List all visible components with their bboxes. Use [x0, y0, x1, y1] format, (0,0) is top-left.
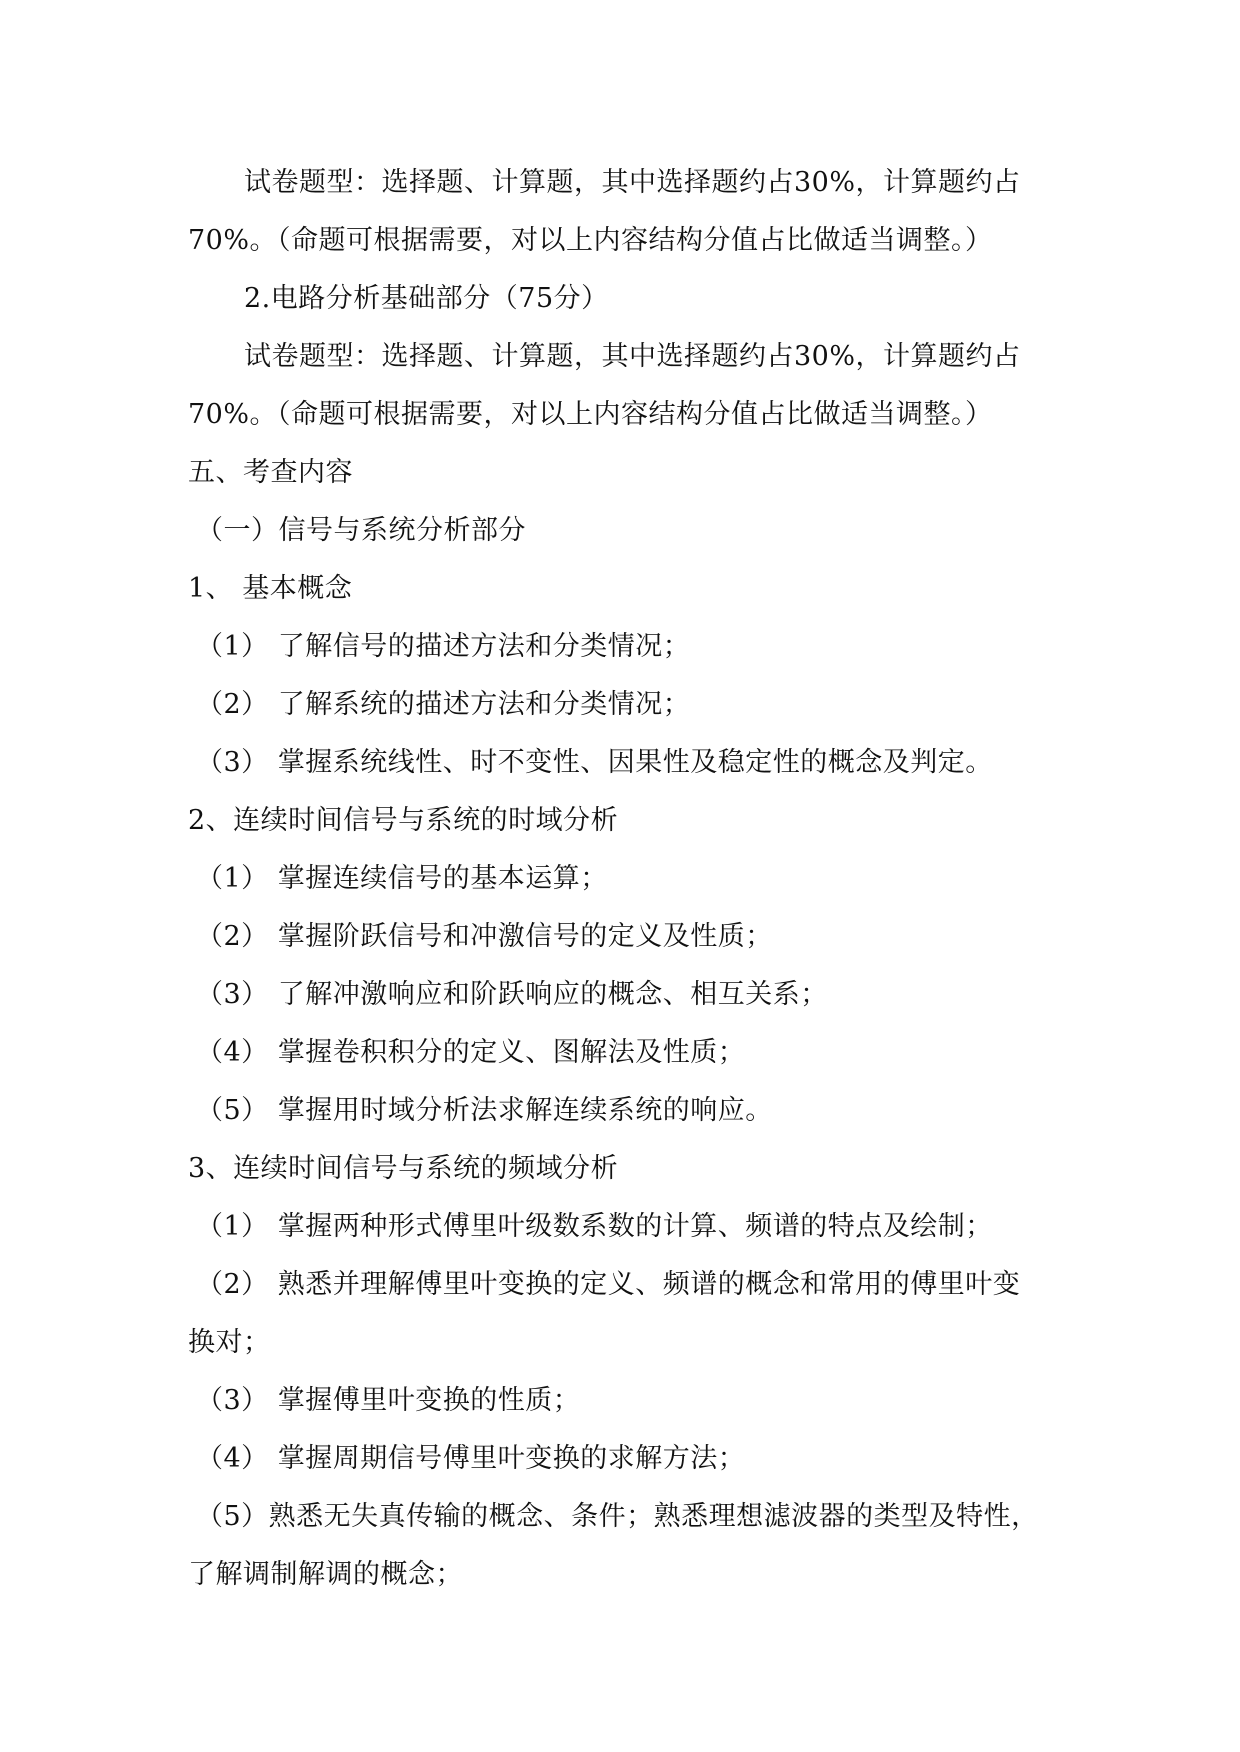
topic-heading-time-domain: 2、连续时间信号与系统的时域分析 [188, 805, 619, 836]
exam-type-line-3: 试卷题型：选择题、计算题，其中选择题约占30%，计算题约占 [244, 341, 1021, 372]
section-heading-content: 五、考查内容 [188, 457, 353, 488]
topic-heading-frequency-domain: 3、连续时间信号与系统的频域分析 [188, 1153, 619, 1184]
list-item: （1） 掌握连续信号的基本运算； [196, 863, 608, 894]
list-item: （1） 掌握两种形式傅里叶级数系数的计算、频谱的特点及绘制； [196, 1211, 993, 1242]
list-item-continuation: 换对； [188, 1327, 271, 1358]
list-item: （2） 了解系统的描述方法和分类情况； [196, 689, 691, 720]
document-body [188, 154, 1068, 1604]
exam-type-line-2: 70%。（命题可根据需要，对以上内容结构分值占比做适当调整。） [188, 225, 993, 256]
subsection-heading-signals: （一）信号与系统分析部分 [196, 515, 526, 546]
list-item: （2） 熟悉并理解傅里叶变换的定义、频谱的概念和常用的傅里叶变 [196, 1269, 1021, 1300]
list-item: （1） 了解信号的描述方法和分类情况； [196, 631, 691, 662]
section-heading-circuit-analysis: 2.电路分析基础部分（75分） [244, 283, 609, 314]
list-item: （3） 掌握系统线性、时不变性、因果性及稳定性的概念及判定。 [196, 747, 993, 778]
exam-type-line-4: 70%。（命题可根据需要，对以上内容结构分值占比做适当调整。） [188, 399, 993, 430]
list-item: （3） 掌握傅里叶变换的性质； [196, 1385, 581, 1416]
list-item: （5）熟悉无失真传输的概念、条件；熟悉理想滤波器的类型及特性， [196, 1501, 1039, 1532]
list-item: （2） 掌握阶跃信号和冲激信号的定义及性质； [196, 921, 773, 952]
exam-type-line-1: 试卷题型：选择题、计算题，其中选择题约占30%，计算题约占 [244, 167, 1021, 198]
list-item: （3） 了解冲激响应和阶跃响应的概念、相互关系； [196, 979, 828, 1010]
list-item: （4） 掌握卷积积分的定义、图解法及性质； [196, 1037, 746, 1068]
list-item-continuation: 了解调制解调的概念； [188, 1559, 463, 1590]
list-item: （4） 掌握周期信号傅里叶变换的求解方法； [196, 1443, 746, 1474]
list-item: （5） 掌握用时域分析法求解连续系统的响应。 [196, 1095, 773, 1126]
topic-heading-basic-concepts: 1、 基本概念 [188, 573, 353, 604]
